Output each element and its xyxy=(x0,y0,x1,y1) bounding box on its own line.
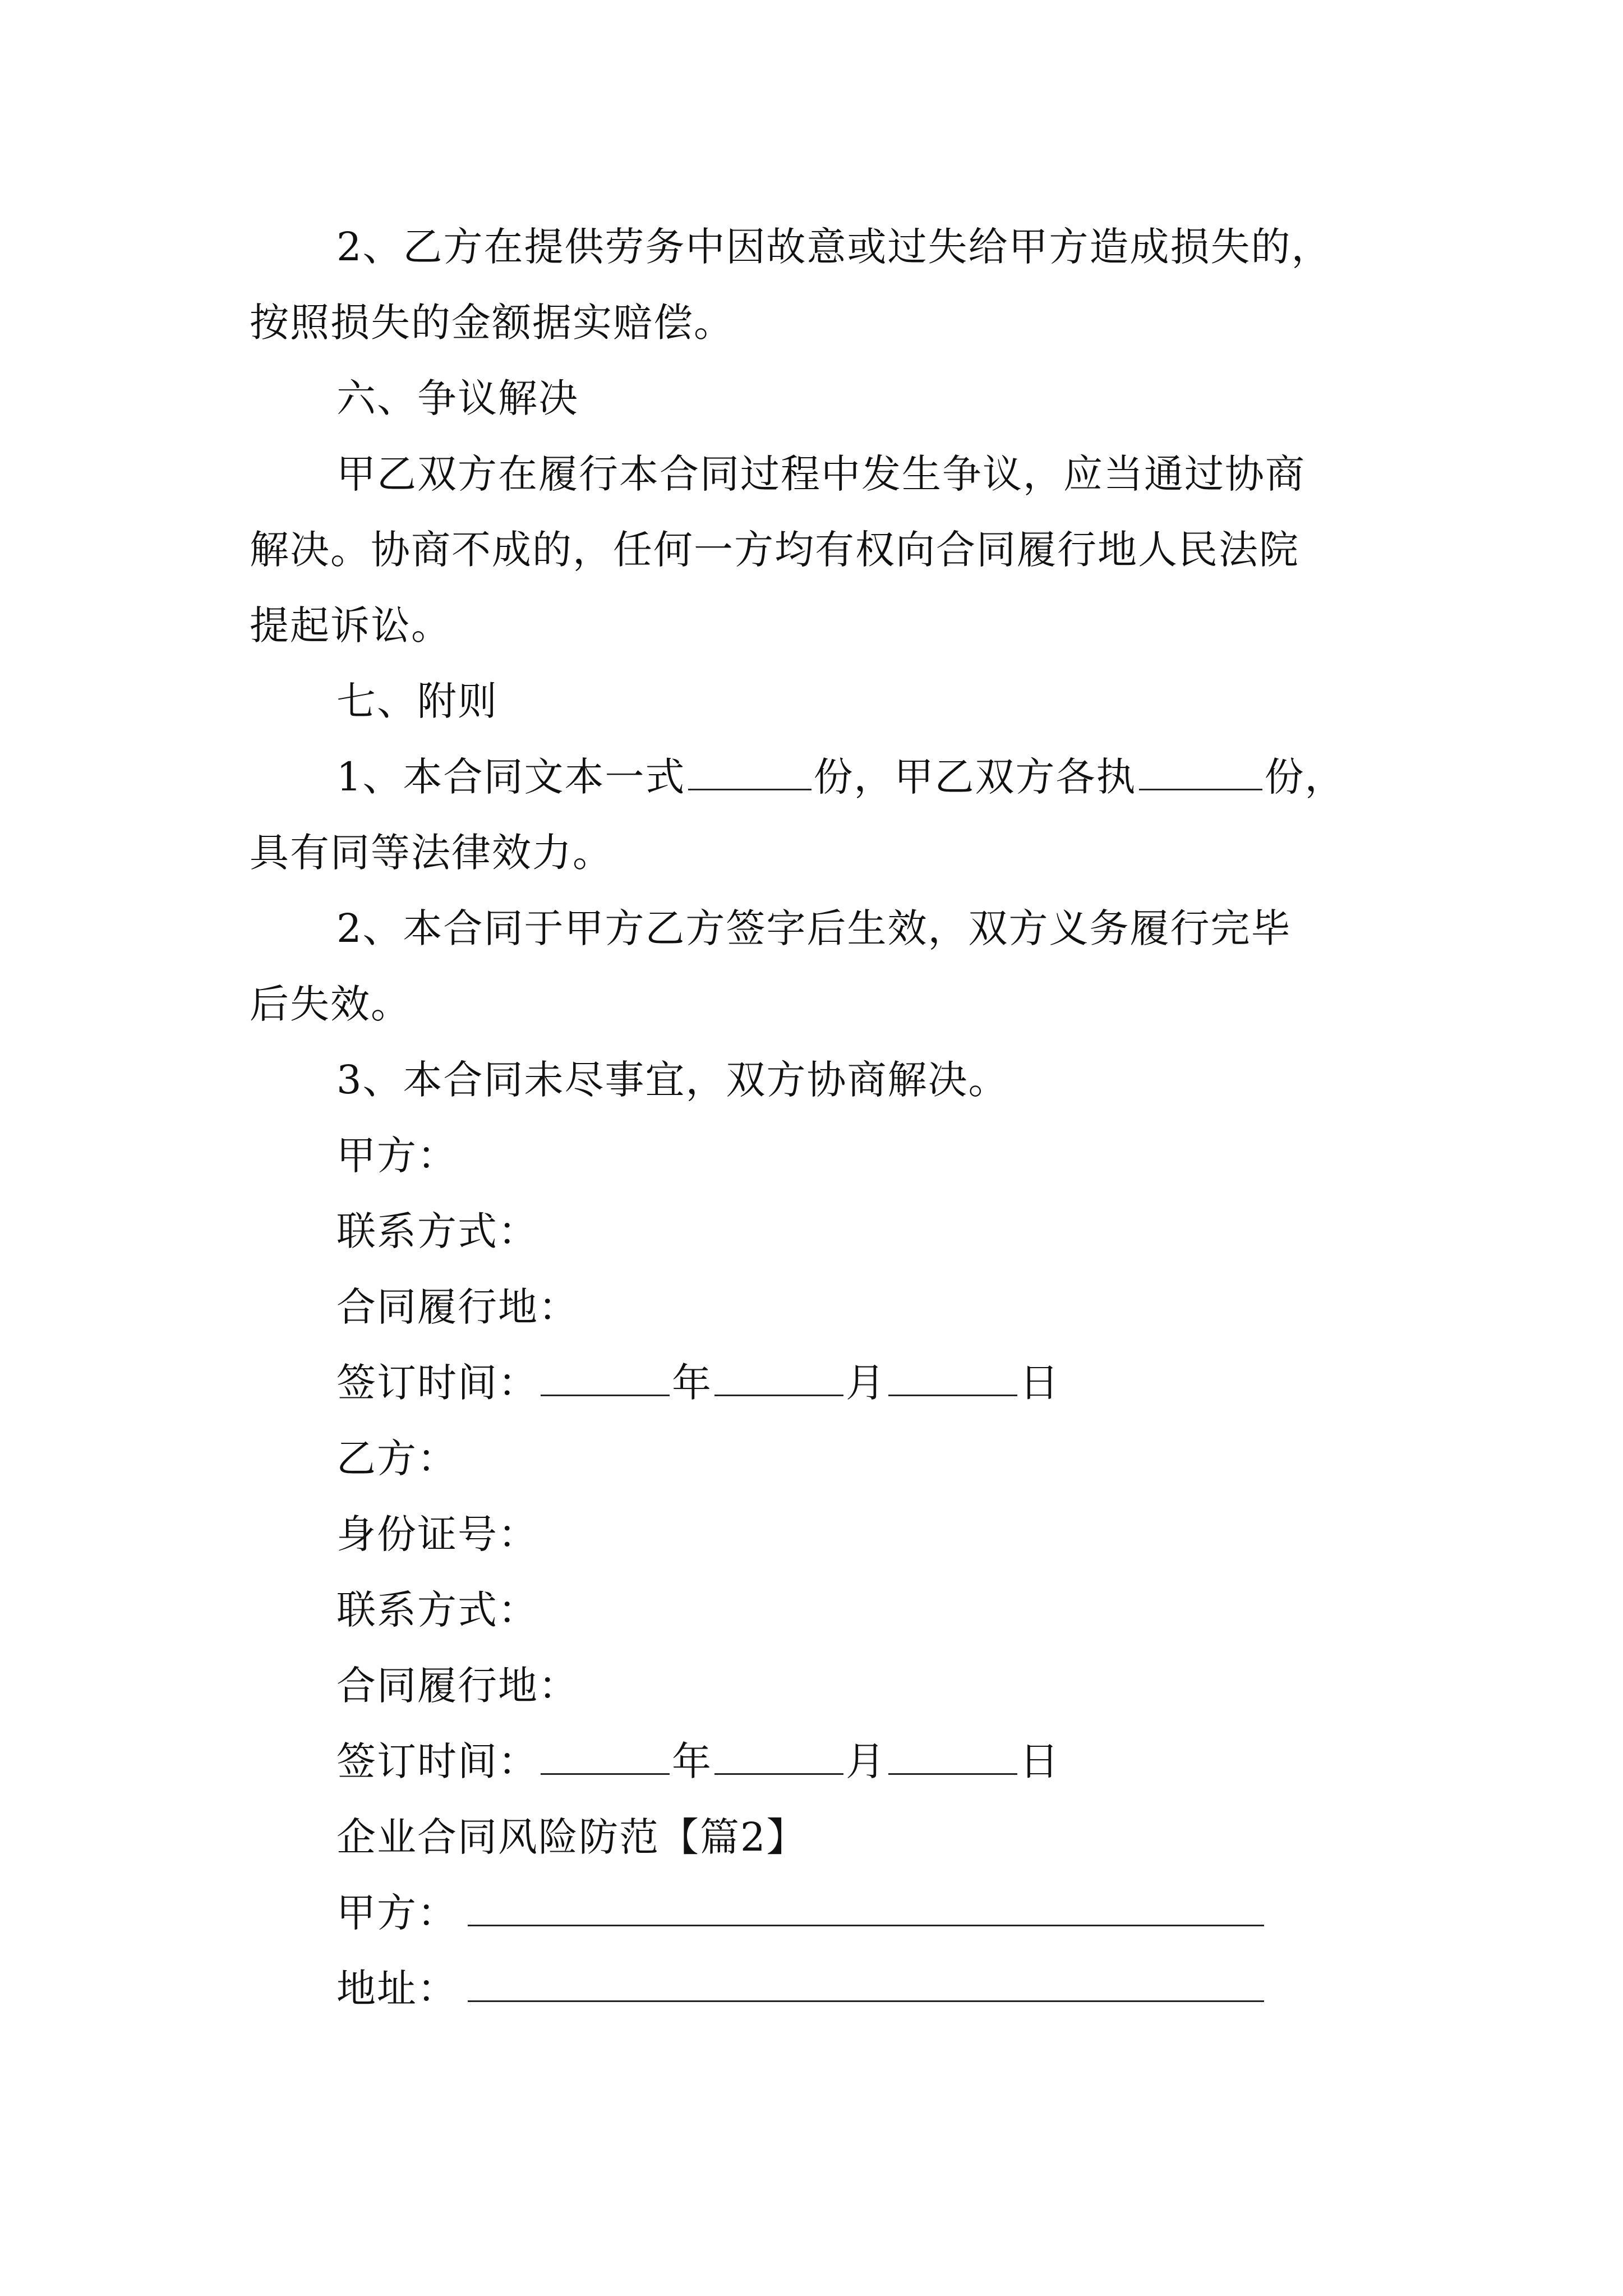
party-a-blank xyxy=(468,1890,1264,1926)
section-heading: 七、附则 xyxy=(336,678,498,724)
section-heading: 六、争议解决 xyxy=(336,375,579,421)
copies-text-2: 份，甲乙双方各执 xyxy=(813,754,1137,800)
copies-text-1: 1、本合同文本一式 xyxy=(336,754,686,800)
copies-clause-line xyxy=(336,749,1345,805)
month-label: 月 xyxy=(846,1360,886,1406)
party-a-contact-label: 联系方式： xyxy=(336,1208,538,1254)
address-label: 地址： xyxy=(336,1966,458,2012)
party-b-label: 乙方： xyxy=(336,1435,458,1481)
party-b-place-label: 合同履行地： xyxy=(336,1663,579,1709)
copies-each-blank xyxy=(1139,754,1262,790)
paragraph-line: 提起诉讼。 xyxy=(250,602,451,648)
section-title: 企业合同风险防范【篇2】 xyxy=(336,1814,807,1860)
party-a-field-line xyxy=(336,1885,1266,1941)
party-b-sign-time-line xyxy=(336,1733,1060,1789)
day-label: 日 xyxy=(1020,1360,1060,1406)
year-label: 年 xyxy=(672,1360,712,1406)
address-blank xyxy=(468,1966,1264,2002)
paragraph-line: 后失效。 xyxy=(250,981,411,1027)
party-b-id-label: 身份证号： xyxy=(336,1511,538,1557)
paragraph-line: 甲乙双方在履行本合同过程中发生争议，应当通过协商 xyxy=(336,451,1306,497)
day-label: 日 xyxy=(1020,1738,1060,1784)
paragraph-line: 具有同等法律效力。 xyxy=(250,830,613,876)
sign-time-label: 签订时间： xyxy=(336,1738,538,1784)
year-blank xyxy=(541,1738,670,1775)
month-blank xyxy=(714,1738,843,1775)
paragraph-line: 3、本合同未尽事宜，双方协商解决。 xyxy=(336,1057,1009,1103)
party-b-contact-label: 联系方式： xyxy=(336,1587,538,1633)
party-a-label: 甲方： xyxy=(336,1890,458,1936)
paragraph-line: 按照损失的金额据实赔偿。 xyxy=(250,300,734,346)
year-label: 年 xyxy=(672,1738,712,1784)
party-a-sign-time-line xyxy=(336,1355,1060,1411)
day-blank xyxy=(888,1738,1017,1775)
paragraph-line: 解决。协商不成的，任何一方均有权向合同履行地人民法院 xyxy=(250,527,1299,573)
copies-total-blank xyxy=(688,754,811,790)
sign-time-label: 签订时间： xyxy=(336,1360,538,1406)
paragraph-line: 2、本合同于甲方乙方签字后生效，双方义务履行完毕 xyxy=(336,905,1292,951)
year-blank xyxy=(541,1360,670,1396)
party-a-label: 甲方： xyxy=(336,1133,458,1179)
paragraph-line: 2、乙方在提供劳务中因故意或过失给甲方造成损失的， xyxy=(336,224,1332,270)
party-a-place-label: 合同履行地： xyxy=(336,1284,579,1330)
address-field-line xyxy=(336,1961,1266,2017)
month-label: 月 xyxy=(846,1738,886,1784)
day-blank xyxy=(888,1360,1017,1396)
month-blank xyxy=(714,1360,843,1396)
copies-text-3: 份， xyxy=(1264,754,1345,800)
